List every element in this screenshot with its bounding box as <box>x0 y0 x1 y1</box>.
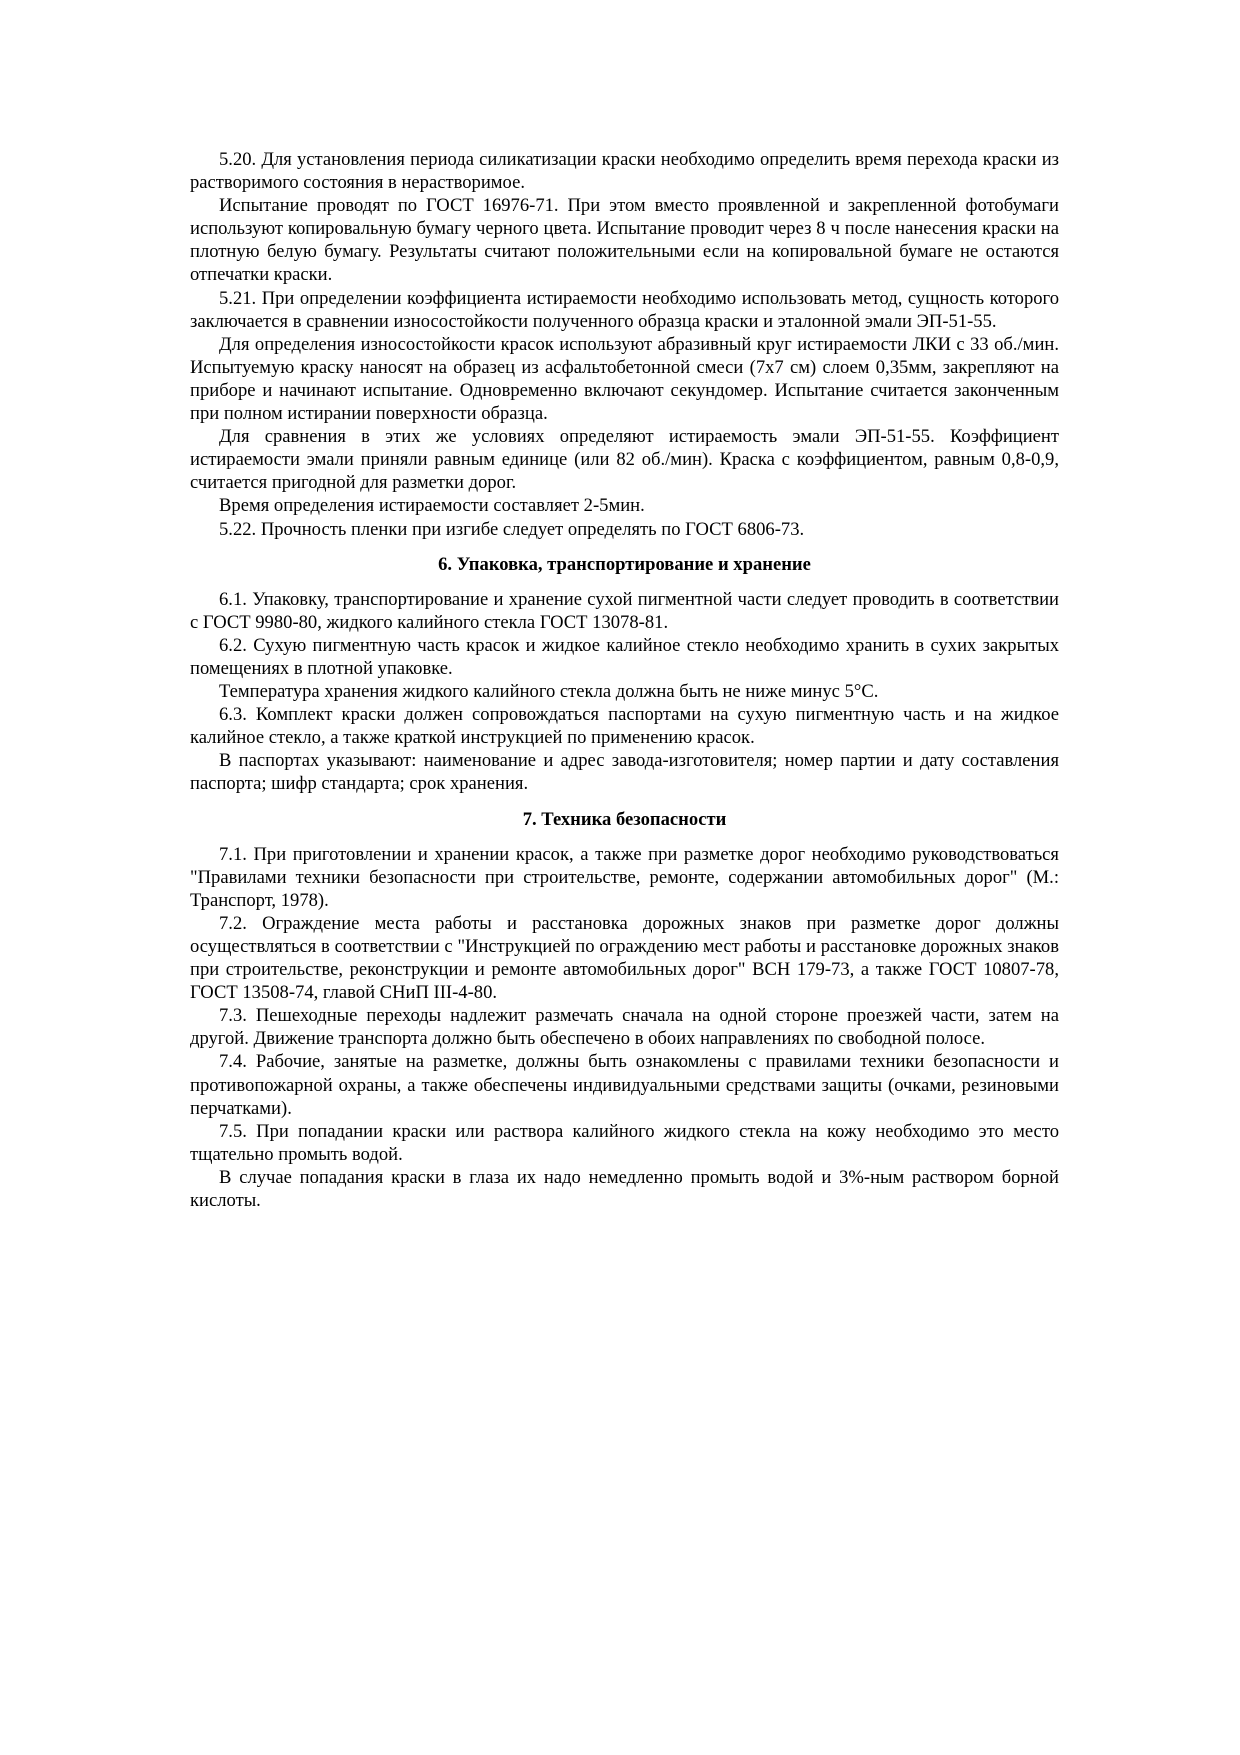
paragraph-6-1: 6.1. Упаковку, транспортирование и хранение сухой пигментной части следует проводить в соответствии с ГОСТ 9980-80, жидкого калийного стекла ГОСТ 13078-81. <box>190 588 1059 633</box>
paragraph-5-20: 5.20. Для установления периода силикатизации краски необходимо определить время перехода краски из растворимого состояния в нерастворимое. <box>190 149 1059 194</box>
paragraph-7-4: 7.4. Рабочие, занятые на разметке, должны быть ознакомлены с правилами техники безопасности и противопожарной охраны, а также обеспечены индивидуальными средствами защиты (очками, резиновыми перчатками). <box>190 1051 1059 1119</box>
paragraph-6-3: 6.3. Комплект краски должен сопровождаться паспортами на сухую пигментную часть и на жидкое калийное стекло, а также краткой инструкцией по применению красок. <box>190 704 1059 749</box>
paragraph-5-21-time: Время определения истираемости составляет 2-5мин. <box>219 495 645 517</box>
paragraph-5-22: 5.22. Прочность пленки при изгибе следует определять по ГОСТ 6806-73. <box>219 518 805 540</box>
paragraph-7-2: 7.2. Ограждение места работы и расстановка дорожных знаков при разметке дорог должны осуществляться в соответствии с "Инструкцией по ограждению мест работы и расстановке дорожных знаков при строительстве, реконструкции и ремонте автомобильных дорог" ВСН 179-73, а также ГОСТ 10807-78, ГОСТ 13508-74, главой СНиП III-4-80. <box>190 912 1059 1004</box>
paragraph-5-21-method: Для определения износостойкости красок используют абразивный круг истираемости ЛКИ с 33 об./мин. Испытуемую краску наносят на образец из асфальтобетонной смеси (7х7 см) слоем 0,35мм, закрепляют на приборе и начинают испытание. Одновременно включают секундомер. Испытание считается законченным при полном истирании поверхности образца. <box>190 333 1059 425</box>
paragraph-7-3: 7.3. Пешеходные переходы надлежит размечать сначала на одной стороне проезжей части, затем на другой. Движение транспорта должно быть обеспечено в обоих направлениях по свободной полосе. <box>190 1005 1059 1050</box>
paragraph-7-5: 7.5. При попадании краски или раствора калийного жидкого стекла на кожу необходимо это место тщательно промыть водой. <box>190 1120 1059 1165</box>
paragraph-7-5-eyes: В случае попадания краски в глаза их надо немедленно промыть водой и 3%-ным раствором борной кислоты. <box>190 1166 1059 1212</box>
section-6-heading: 6. Упаковка, транспортирование и хранение <box>438 553 811 575</box>
paragraph-7-1: 7.1. При приготовлении и хранении красок, а также при разметке дорог необходимо руководствоваться "Правилами техники безопасности при строительстве, ремонте, содержании автомобильных дорог" (М.: Транспорт, 1978). <box>190 843 1059 911</box>
paragraph-6-2-temperature: Температура хранения жидкого калийного стекла должна быть не ниже минус 5°С. <box>219 681 879 703</box>
paragraph-6-2: 6.2. Сухую пигментную часть красок и жидкое калийное стекло необходимо хранить в сухих закрытых помещениях в плотной упаковке. <box>190 634 1059 679</box>
section-6 <box>190 541 1059 796</box>
paragraph-5-21: 5.21. При определении коэффициента истираемости необходимо использовать метод, сущность которого заключается в сравнении износостойкости полученного образца краски и эталонной эмали ЭП-51-55. <box>190 287 1059 332</box>
section-7 <box>190 796 1059 1213</box>
paragraph-5-21-comparison: Для сравнения в этих же условиях определяют истираемость эмали ЭП-51-55. Коэффициент истираемости эмали приняли равным единице (или 82 об./мин). Краска с коэффициентом, равным 0,8-0,9, считается пригодной для разметки дорог. <box>190 426 1059 494</box>
paragraph-6-3-passports: В паспортах указывают: наименование и адрес завода-изготовителя; номер партии и дату составления паспорта; шифр стандарта; срок хранения. <box>190 750 1059 795</box>
section-5-content <box>190 148 1059 541</box>
document-page <box>190 148 1059 1212</box>
paragraph-5-20-test: Испытание проводят по ГОСТ 16976-71. При этом вместо проявленной и закрепленной фотобумаги используют копировальную бумагу черного цвета. Испытание проводит через 8 ч после нанесения краски на плотную белую бумагу. Результаты считают положительными если на копировальной бумаге не остаются отпечатки краски. <box>190 195 1059 286</box>
section-7-heading: 7. Техника безопасности <box>522 808 727 830</box>
